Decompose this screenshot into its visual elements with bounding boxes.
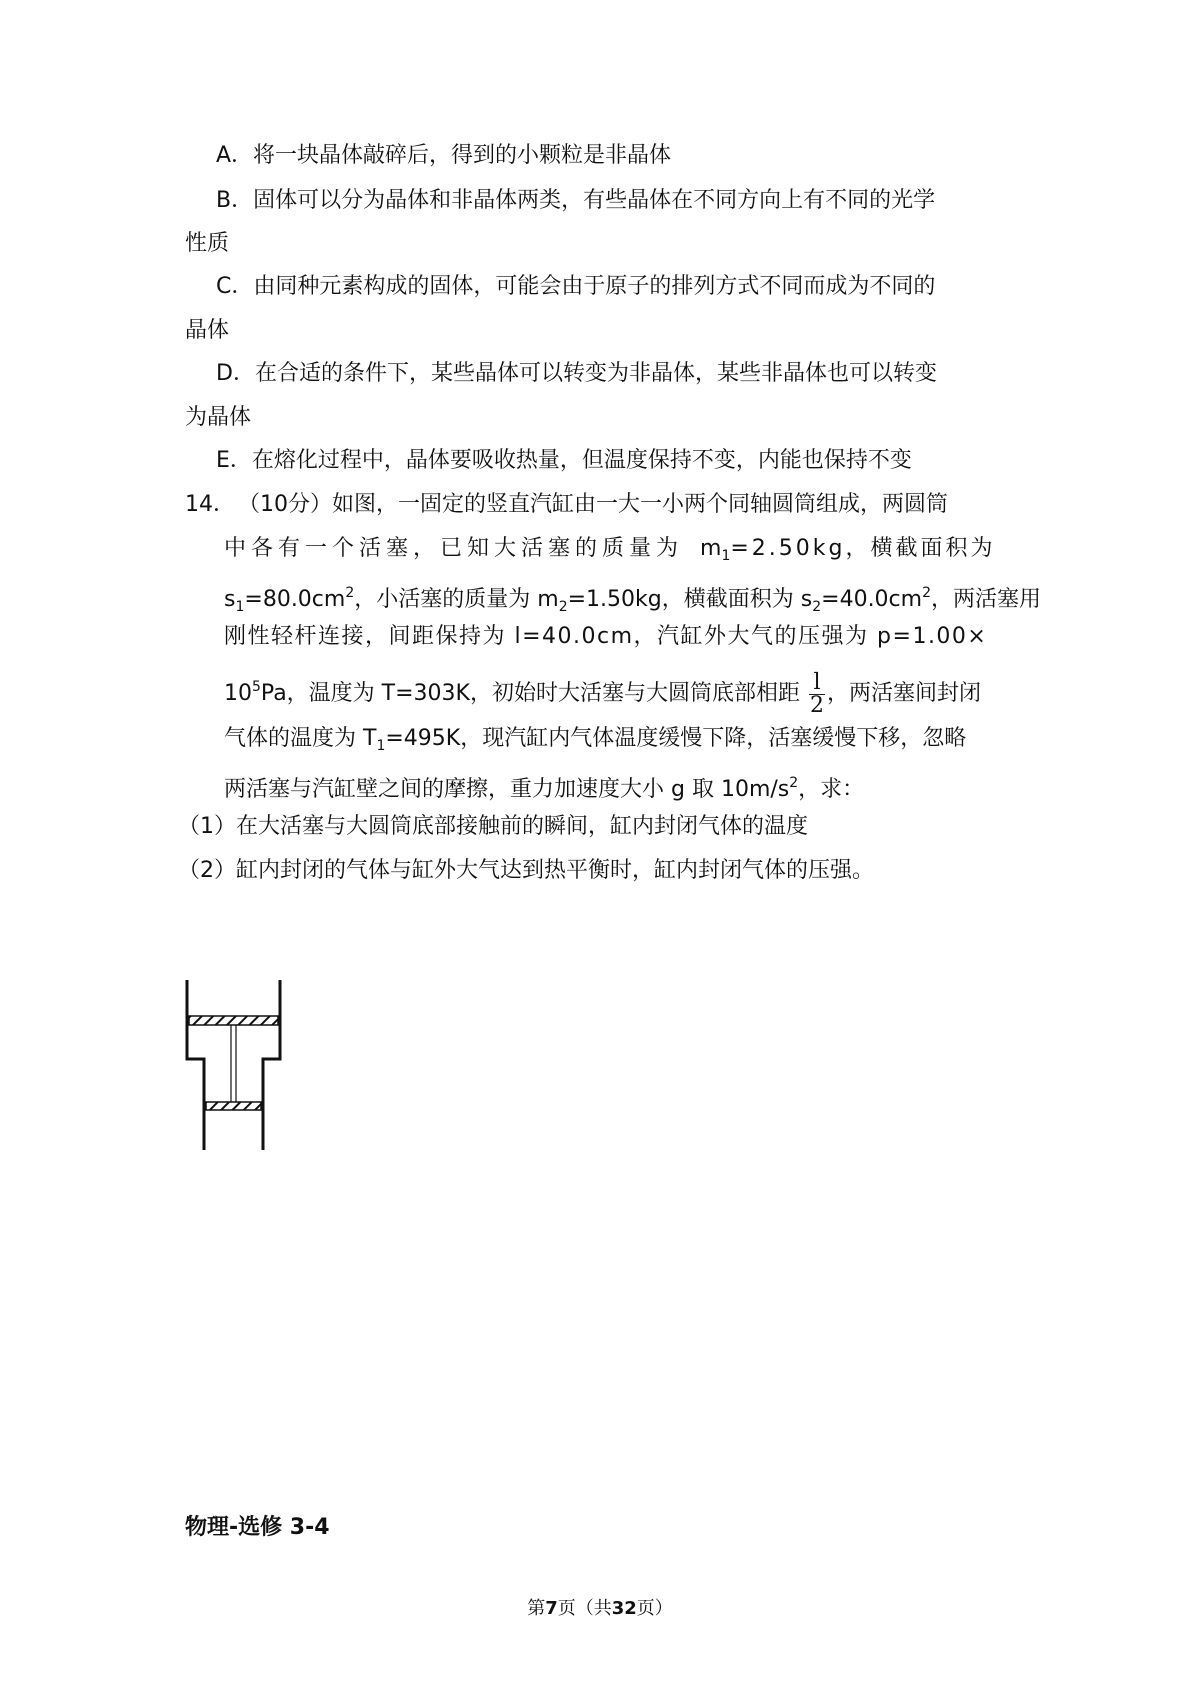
question-line1: （10分）如图，一固定的竖直汽缸由一大一小两个同轴圆筒组成，两圆筒 [238, 492, 948, 517]
small-piston [206, 1102, 261, 1110]
fraction-denominator: 2 [809, 692, 824, 718]
m2-value: =1.50kg，横截面积为 s [567, 587, 813, 612]
s2-subscript: 2 [812, 599, 822, 615]
t1-subscript: 1 [376, 738, 386, 754]
question-text: 两活塞与汽缸壁之间的摩擦，重力加速度大小 g 取 10m/s [224, 777, 790, 802]
footer-text: 页） [636, 1598, 673, 1619]
option-d-line1: D．在合适的条件下，某些晶体可以转变为非晶体，某些非晶体也可以转变 [216, 361, 937, 386]
page-footer [0, 1594, 1200, 1620]
fraction-numerator: l [813, 669, 821, 695]
fraction [809, 669, 825, 718]
footer-page-number: 7 [545, 1598, 558, 1619]
question-line3 [224, 578, 1041, 622]
option-d-line2: 为晶体 [185, 405, 252, 430]
m1-symbol: m [700, 536, 722, 561]
option-b-line2: 性质 [185, 231, 230, 256]
m1-subscript: 1 [721, 548, 731, 564]
sub-question-2: （2）缸内封闭的气体与缸外大气达到热平衡时，缸内封闭气体的压强。 [178, 858, 874, 883]
s2-superscript: 2 [922, 585, 932, 601]
accel-superscript: 2 [789, 775, 799, 791]
option-b-line1: B．固体可以分为晶体和非晶体两类，有些晶体在不同方向上有不同的光学 [216, 188, 936, 213]
option-e: E．在熔化过程中，晶体要吸收热量，但温度保持不变，内能也保持不变 [216, 448, 912, 473]
s1-value: =80.0cm [244, 587, 346, 612]
question-text: =495K，现汽缸内气体温度缓慢下降，活塞缓慢下移，忽略 [385, 726, 967, 751]
question-number: 14． [185, 492, 235, 517]
s1-symbol: s [224, 587, 236, 612]
s1-subscript: 1 [235, 599, 245, 615]
m1-value: =2.50kg，横截面积为 [730, 536, 996, 561]
cylinder-piston-figure [180, 980, 290, 1150]
option-a: A．将一块晶体敲碎后，得到的小颗粒是非晶体 [216, 143, 672, 168]
question-line5 [224, 664, 981, 717]
sub-question-1: （1）在大活塞与大圆筒底部接触前的瞬间，缸内封闭气体的温度 [178, 814, 808, 839]
question-text: ，两活塞间封闭 [826, 681, 981, 706]
question-line4: 刚性轻杆连接，间距保持为 l=40.0cm，汽缸外大气的压强为 p=1.00× [224, 624, 988, 649]
m2-subscript: 2 [558, 599, 568, 615]
question-line7 [224, 768, 864, 805]
question-text: 气体的温度为 T [224, 726, 377, 751]
question-text: ，求： [798, 777, 865, 802]
s1-superscript: 2 [345, 585, 355, 601]
cylinder-left-wall [187, 980, 204, 1150]
section-title: 物理-选修 3-4 [185, 1515, 330, 1540]
question-text: Pa，温度为 T=303K，初始时大活塞与大圆筒底部相距 [260, 681, 800, 706]
power-base: 10 [224, 681, 252, 706]
question-text: ，小活塞的质量为 m [354, 587, 559, 612]
power-exponent: 5 [252, 679, 261, 695]
question-line2 [224, 534, 996, 571]
option-c-line2: 晶体 [185, 318, 230, 343]
large-piston [189, 1016, 278, 1025]
cylinder-right-wall [263, 980, 280, 1150]
footer-total-pages: 32 [611, 1598, 637, 1619]
footer-text: 页（共 [557, 1598, 612, 1619]
footer-text: 第 [527, 1598, 546, 1619]
s2-value: =40.0cm [821, 587, 923, 612]
option-c-line1: C．由同种元素构成的固体，可能会由于原子的排列方式不同而成为不同的 [216, 274, 936, 299]
question-line6 [224, 724, 966, 761]
question-text: ，两活塞用 [931, 587, 1042, 612]
question-text: 中各有一个活塞，已知大活塞的质量为 [224, 536, 684, 561]
